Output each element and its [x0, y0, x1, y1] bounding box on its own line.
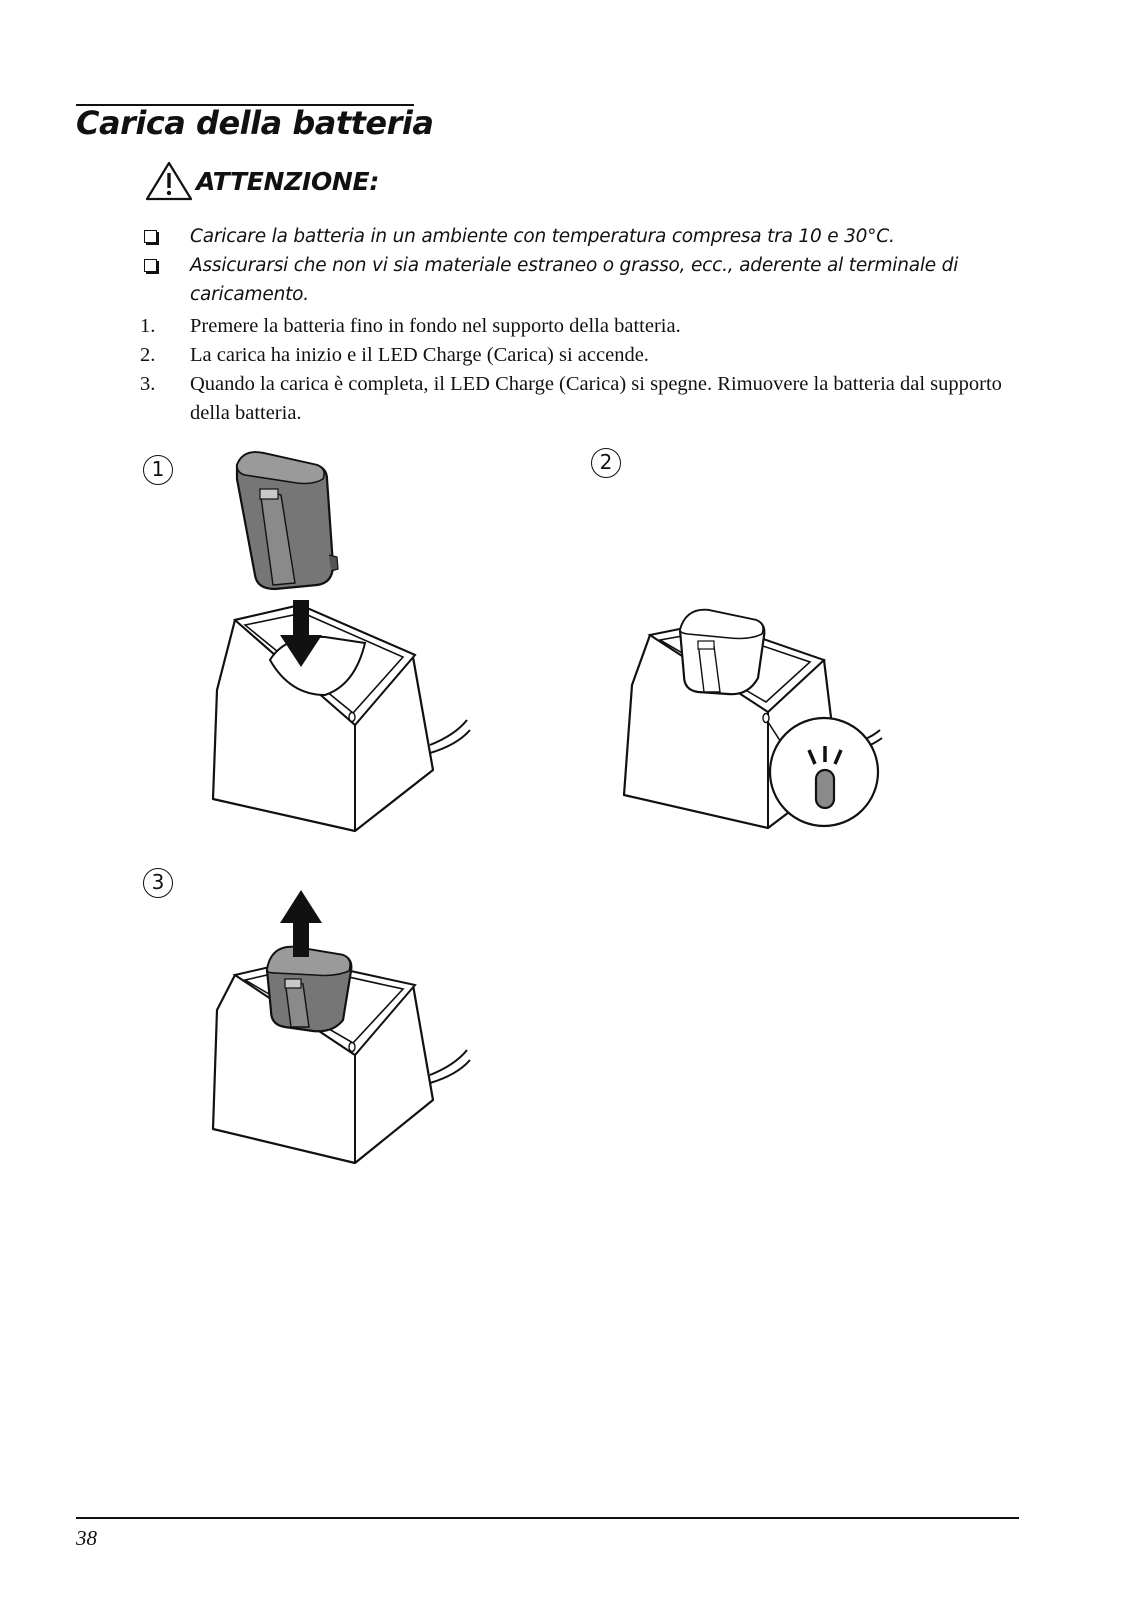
checkbox-bullet-icon — [144, 230, 157, 243]
list-item — [144, 222, 1024, 251]
step-item — [140, 341, 1040, 370]
step-text: Quando la carica è completa, il LED Charge (Carica) si spegne. Rimuovere la batteria dal supporto della batteria. — [190, 373, 1002, 424]
battery-removal-illustration — [205, 885, 485, 1175]
list-item — [144, 251, 1024, 309]
figure-label-2: 2 — [591, 448, 621, 478]
step-number: 3. — [140, 373, 156, 395]
warning-triangle-icon — [144, 160, 194, 202]
battery-insert-illustration — [205, 445, 485, 845]
warning-item-text: Caricare la batteria in un ambiente con temperatura compresa tra 10 e 30°C. — [190, 226, 895, 247]
warning-list — [144, 222, 1024, 309]
checkbox-bullet-icon — [144, 259, 157, 272]
figure-label-1: 1 — [143, 455, 173, 485]
warning-label: ATTENZIONE: — [196, 166, 380, 196]
figure-label-3: 3 — [143, 868, 173, 898]
warning-item-text: Assicurarsi che non vi sia materiale estraneo o grasso, ecc., aderente al terminale di caricamento. — [190, 255, 959, 305]
step-number: 2. — [140, 344, 156, 366]
step-text: La carica ha inizio e il LED Charge (Carica) si accende. — [190, 344, 649, 366]
step-text: Premere la batteria fino in fondo nel supporto della batteria. — [190, 315, 681, 337]
warning-heading — [144, 160, 379, 202]
section-title: Carica della batteria — [76, 104, 434, 142]
battery-charging-illustration — [618, 600, 898, 840]
footer-rule — [76, 1517, 1019, 1519]
step-item — [140, 370, 1040, 428]
steps-list — [140, 312, 1040, 428]
step-number: 1. — [140, 315, 156, 337]
page-number: 38 — [76, 1526, 97, 1550]
step-item — [140, 312, 1040, 341]
